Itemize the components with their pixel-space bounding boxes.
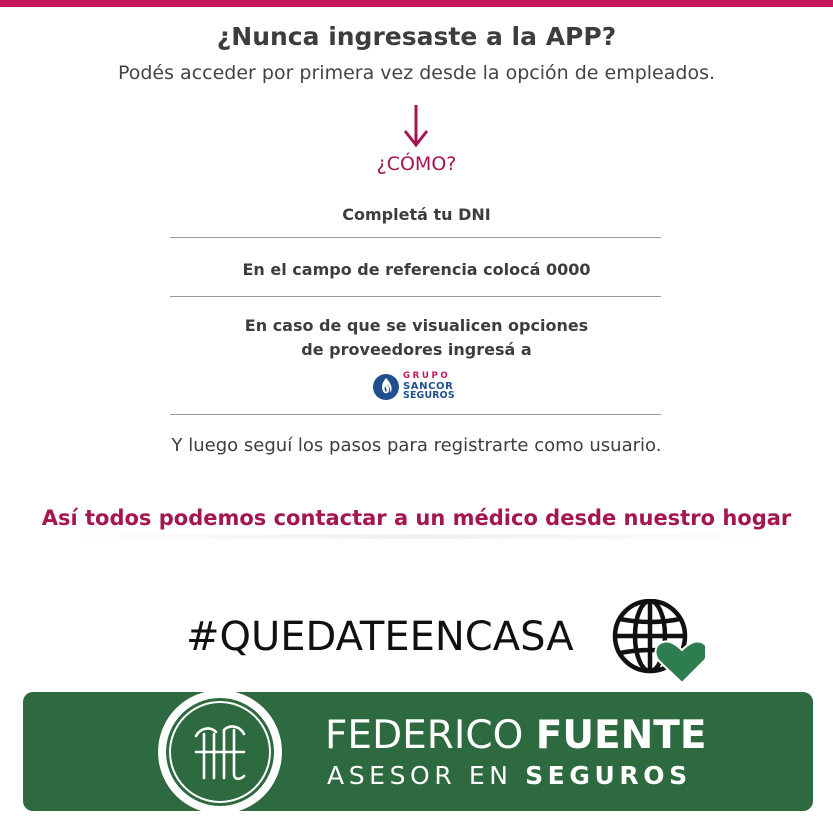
step-reference: En el campo de referencia colocá 0000 bbox=[242, 260, 591, 279]
brand-subtitle bbox=[327, 761, 692, 790]
logo-text-sancor: SANCOR bbox=[403, 380, 454, 392]
step-providers-line2: de proveedores ingresá a bbox=[301, 340, 532, 359]
step-providers-line1: En caso de que se visualicen opciones bbox=[244, 316, 589, 335]
campaign-hashtag: #QUEDATEENCASA bbox=[186, 614, 574, 660]
how-heading: ¿CÓMO? bbox=[376, 153, 457, 175]
flame-logo-icon bbox=[372, 373, 400, 401]
divider bbox=[170, 296, 661, 297]
monogram-ff-icon bbox=[158, 690, 282, 814]
tagline: Así todos podemos contactar a un médico desde nuestro hogar bbox=[41, 506, 792, 530]
step-dni: Completá tu DNI bbox=[342, 205, 491, 224]
brand-last-name: FUENTE bbox=[535, 713, 707, 758]
page-subtitle: Podés acceder por primera vez desde la opción de empleados. bbox=[117, 62, 716, 84]
after-text: Y luego seguí los pasos para registrarte como usuario. bbox=[171, 435, 662, 456]
top-accent-bar bbox=[0, 0, 833, 7]
globe-heart-icon bbox=[611, 599, 705, 685]
brand-name bbox=[325, 713, 707, 758]
faint-divider bbox=[70, 534, 770, 539]
brand-first-name: FEDERICO bbox=[325, 713, 524, 758]
arrow-down-icon bbox=[401, 103, 431, 149]
brand-sub-light: ASESOR EN bbox=[327, 761, 513, 790]
page-title: ¿Nunca ingresaste a la APP? bbox=[216, 22, 617, 51]
divider bbox=[170, 237, 661, 238]
divider bbox=[170, 414, 661, 415]
brand-sub-bold: SEGUROS bbox=[525, 761, 692, 790]
grupo-sancor-logo bbox=[372, 371, 472, 405]
logo-text-seguros: SEGUROS bbox=[403, 390, 455, 402]
logo-text-grupo: GRUPO bbox=[403, 371, 451, 381]
